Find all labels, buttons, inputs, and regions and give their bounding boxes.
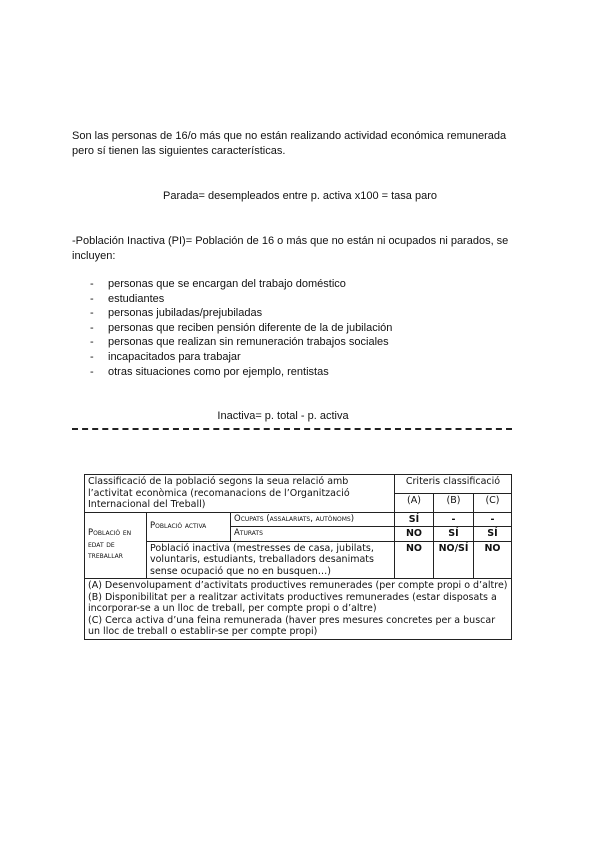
inactiva-a: NO (395, 541, 434, 579)
list-item: - otras situaciones como por ejemplo, rentistas (90, 365, 329, 378)
note-c: (C) Cerca activa d’una feina remunerada (haver pres mesures concretes per a buscar un lloc de treball o establir-se per compte propi) (88, 614, 496, 637)
poblacio-activa-label: Població activa (147, 512, 231, 541)
note-a: (A) Desenvolupament d’activitats productives remunerades (per compte propi o d’altre) (88, 580, 508, 591)
col-b: (B) (434, 493, 474, 512)
classification-table (84, 474, 512, 640)
aturats-a: NO (395, 527, 434, 542)
inactiva-c: NO (474, 541, 512, 579)
row-group-label: Població en edat de treballar (85, 512, 147, 579)
aturats-b: SÍ (434, 527, 474, 542)
note-b: (B) Disponibilitat per a realitzar activitats productives remunerades (estar disposats a incorporar-se a un lloc de treball, per compte propi o d’altre) (88, 591, 497, 614)
inactive-list (90, 277, 392, 379)
formula-parada: Parada= desempleados entre p. activa x100 = tasa paro (163, 190, 437, 202)
aturats-c: SÍ (474, 527, 512, 542)
col-a: (A) (395, 493, 434, 512)
list-item: - personas que realizan sin remuneración trabajos sociales (90, 336, 389, 349)
list-item: - incapacitados para trabajar (90, 350, 241, 363)
ocupats-a: SÍ (395, 512, 434, 527)
ocupats-c: - (474, 512, 512, 527)
criteria-notes (85, 579, 512, 640)
inactive-definition: -Población Inactiva (PI)= Población de 16 o más que no están ni ocupados ni parados, se incluyen: (72, 235, 509, 262)
table-title: Classificació de la població segons la seua relació amb l’activitat econòmica (recomanacions de l’Organització Internacional del Treball) (85, 475, 395, 513)
aturats-label: Aturats (231, 527, 395, 542)
ocupats-b: - (434, 512, 474, 527)
intro-paragraph: Son las personas de 16/o más que no están realizando actividad económica remunerada pero sí tienen las siguientes características. (72, 130, 507, 157)
col-c: (C) (474, 493, 512, 512)
list-item: - personas jubiladas/prejubiladas (90, 307, 263, 320)
ocupats-label: Ocupats (assalariats, autònoms) (231, 512, 395, 527)
dashed-divider (72, 428, 512, 430)
criteria-header: Criteris classificació (395, 475, 512, 494)
list-item: - personas que se encargan del trabajo doméstico (90, 278, 346, 290)
formula-inactiva: Inactiva= p. total - p. activa (217, 410, 349, 422)
inactiva-label: Població inactiva (mestresses de casa, jubilats, voluntaris, estudiants, treballadors desanimats sense ocupació que no en busquen…) (147, 541, 395, 579)
list-item: - estudiantes (90, 292, 165, 305)
list-item: - personas que reciben pensión diferente de la de jubilación (90, 321, 393, 334)
inactiva-b: NO/SÍ (434, 541, 474, 579)
